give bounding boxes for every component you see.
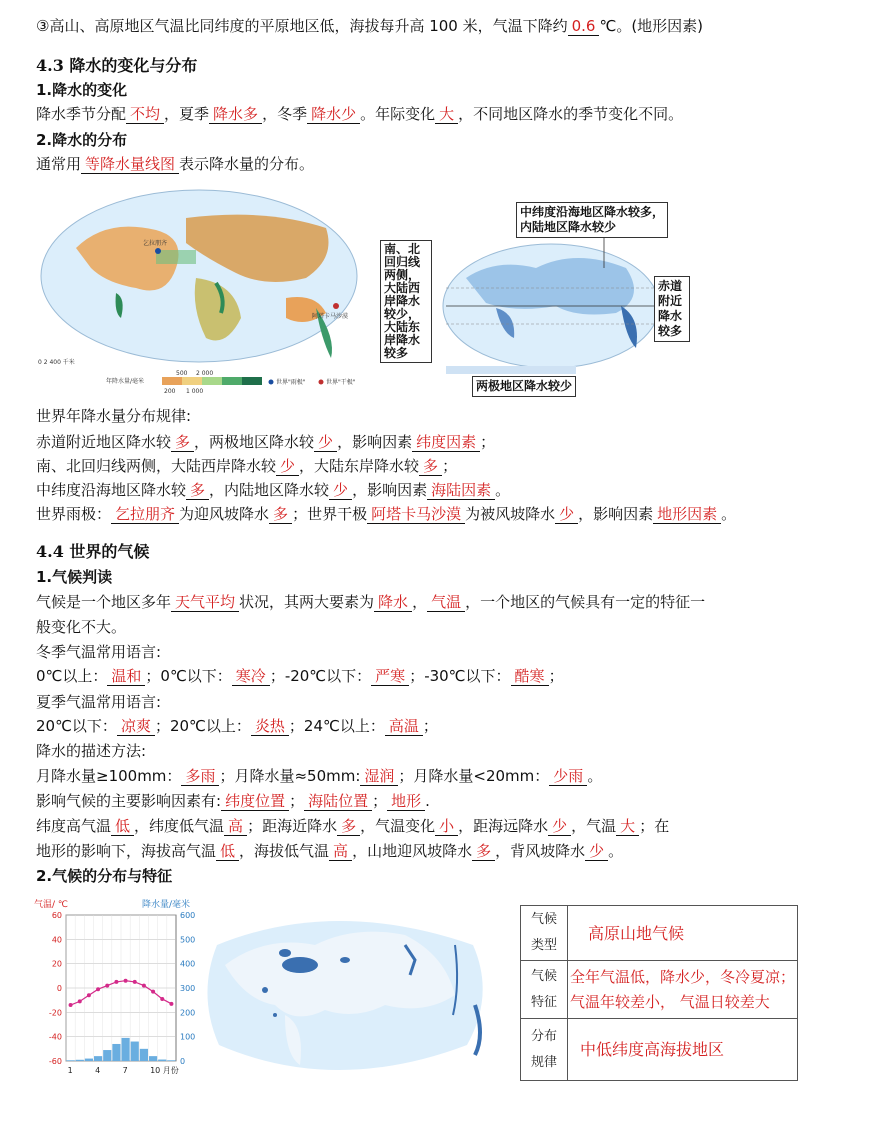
text: ，影响因素 [337,433,413,451]
text: ，夏季 [164,105,210,123]
text: ，距海远降水 [458,817,549,835]
text: ；月降水量≈50mm: [219,767,361,785]
temperature-point [169,1002,173,1006]
winter-terms-title: 冬季气温常用语言: [36,643,162,661]
answer: 降水多 [209,105,262,124]
text: ； [442,457,458,475]
answer: 纬度位置 [221,792,289,811]
x-tick-label: 10 月份 [150,1066,179,1075]
text: ，气温变化 [360,817,436,835]
text: 月降水量≥100mm： [36,767,182,785]
callout-mid-latitude: 中纬度沿海地区降水较多， 内陆地区降水较少 [516,202,668,238]
left-tick-label: 0 [56,984,62,993]
temperature-point [69,1003,73,1007]
answer: 纬度因素 [412,433,480,452]
temperature-point [105,984,109,988]
left-tick-label: -40 [48,1032,62,1042]
label-climate-type: 气候 类型 [521,906,568,961]
text: ， [412,593,428,611]
text: ，两极地区降水较 [194,433,315,451]
text: ③高山、高原地区气温比同纬度的平原地区低，海拔每升高 100 米，气温下降约 [36,17,568,35]
answer: 少 [548,817,571,836]
callout-equator: 赤道 附近 降水 较多 [654,276,690,342]
answer: 海陆因素 [427,481,495,500]
temperature-point [114,980,118,984]
answer: 不均 [126,105,164,124]
text: ，内陆地区降水较 [209,481,330,499]
legend-tick: 500 [176,370,188,377]
text: ；-20℃以下： [269,667,372,685]
climate-definition [36,592,705,612]
text: ； [289,792,305,810]
text: 地形的影响下，海拔高气温 [36,842,217,860]
text: 纬度高气温 [36,817,112,835]
precip-bar [140,1049,148,1061]
precip-bar [94,1056,102,1061]
precip-bar [167,1060,175,1061]
text: ； [548,667,564,685]
answer: 凉爽 [117,717,155,736]
precip-terms [36,766,602,786]
legend-wet: 世界"雨极" [276,379,306,386]
temperature-point [124,979,128,983]
text: 20℃以下： [36,717,117,735]
right-tick-label: 300 [180,984,196,993]
precip-bar [131,1042,139,1061]
text: ；0℃以下： [145,667,232,685]
answer: 高温 [385,717,423,736]
answer: 酷寒 [511,667,549,686]
precip-bar [158,1060,166,1061]
summer-terms-title: 夏季气温常用语言: [36,693,162,711]
precip-bar [103,1050,111,1061]
text: 。年际变化 [360,105,436,123]
precip-bar [76,1060,84,1061]
text: 世界雨极： [36,505,112,523]
right-tick-label: 100 [180,1032,196,1042]
answer: 多 [472,842,495,861]
right-tick-label: 400 [180,959,196,969]
x-tick-label: 4 [95,1066,101,1075]
legend-dry: 世界"干极" [326,379,356,386]
answer-lapse-rate: 0.6 [568,17,600,36]
answer: 地形 [387,792,425,811]
left-tick-label: 20 [51,959,62,969]
text: ，大陆东岸降水较 [299,457,420,475]
feature-line-1: 全年气温低，降水少，冬冷夏凉； [570,967,796,986]
terrain-effects [36,841,623,861]
legend-title: 年降水量/毫米 [106,378,145,385]
section-title-4-3: 4.3 降水的变化与分布 [36,56,198,75]
x-tick-label: 1 [67,1066,73,1075]
answer: 寒冷 [232,667,270,686]
text: 中纬度沿海地区降水较 [36,481,187,499]
text: ；世界干极 [292,505,368,523]
answer: 等降水量线图 [81,155,179,174]
rule-mid-latitude [36,480,510,500]
answer: 多 [269,505,292,524]
answer: 高 [329,842,352,861]
answer: 多 [337,817,360,836]
temperature-point [133,980,137,984]
text: 为被风坡降水 [465,505,556,523]
subsection-title-precip-change: 1.降水的变化 [36,81,128,99]
precipitation-maps-figure [36,188,696,400]
text: 通常用 [36,155,82,173]
place-label-wet: 乞拉朋齐 [143,240,168,247]
answer: 海陆位置 [304,792,372,811]
plateau-distribution-map [205,905,485,1085]
precip-change-line [36,104,683,124]
value-climate-type: 高原山地气候 [568,906,798,961]
left-tick-label: 40 [51,935,62,945]
rule-poles-of-rain [36,504,736,524]
answer: 少 [276,457,299,476]
section-title-4-4: 4.4 世界的气候 [36,542,150,561]
text: ，一个地区的气候具有一定的特征一 [465,593,706,611]
temperature-point [151,990,155,994]
precip-terms-title: 降水的描述方法: [36,742,147,760]
temperature-point [160,997,164,1001]
legend-tick: 200 [164,388,176,395]
temperature-point [142,984,146,988]
answer: 少 [555,505,578,524]
right-tick-label: 500 [180,935,196,945]
summer-terms [36,716,438,736]
text: 气候是一个地区多年 [36,593,172,611]
text: 影响气候的主要影响因素有: [36,792,222,810]
answer: 少雨 [549,767,587,786]
answer: 温和 [107,667,145,686]
text: ；月降水量<20mm： [398,767,550,785]
left-tick-label: 60 [51,911,62,920]
subsection-title-precip-distribution: 2.降水的分布 [36,131,128,149]
answer: 阿塔卡马沙漠 [367,505,465,524]
text: ； [480,433,496,451]
precip-bar [85,1059,93,1061]
legend-tick: 1 000 [186,388,204,395]
right-tick-label: 200 [180,1008,196,1018]
text: ； [372,792,388,810]
answer: 地形因素 [653,505,721,524]
text: 赤道附近地区降水较 [36,433,172,451]
answer: 多 [171,433,194,452]
right-axis-label: 降水量/毫米 [142,900,191,910]
temperature-point [96,987,100,991]
text: 为迎风坡降水 [179,505,270,523]
isohyet-line [36,154,314,174]
text: ，海拔低气温 [239,842,330,860]
text: ，影响因素 [352,481,428,499]
climate-factors [36,791,430,811]
text: ；在 [639,817,670,835]
text: ，冬季 [262,105,308,123]
place-label-dry: 阿塔卡马沙漠 [312,313,349,320]
precip-bar [112,1044,120,1061]
text: ；20℃以上： [154,717,251,735]
text: ，背风坡降水 [495,842,586,860]
text: 。 [721,505,737,523]
value-climate-feature [568,961,798,1019]
climate-info-table [520,905,798,1081]
callout-poles: 两极地区降水较少 [472,376,576,397]
label-distribution: 分布 规律 [521,1019,568,1081]
answer: 气温 [427,593,465,612]
right-tick-label: 0 [180,1057,186,1066]
text: ，纬度低气温 [134,817,225,835]
text: ；24℃以上： [288,717,385,735]
answer: 乞拉朋齐 [111,505,179,524]
text: ，山地迎风坡降水 [352,842,473,860]
value-distribution: 中低纬度高海拔地区 [568,1019,798,1081]
text: ℃。(地形因素) [599,17,704,35]
answer: 多 [186,481,209,500]
answer: 大 [616,817,639,836]
answer: 少 [585,842,608,861]
text: 。 [608,842,624,860]
temperature-point [78,999,82,1003]
subsection-title-climate-distribution: 2.气候的分布与特征 [36,867,173,885]
text: ； [422,717,438,735]
right-tick-label: 600 [180,911,196,920]
answer: 少 [329,481,352,500]
climate-definition-cont: 般变化不大。 [36,618,127,636]
distribution-rule-title: 世界年降水量分布规律: [36,407,192,425]
text: ，影响因素 [578,505,654,523]
text: ，气温 [571,817,617,835]
answer: 少 [314,433,337,452]
text: 降水季节分配 [36,105,127,123]
label-climate-feature: 气候 特征 [521,961,568,1019]
answer: 大 [435,105,458,124]
text: 。 [587,767,603,785]
answer: 降水 [374,593,412,612]
text: ；-30℃以下： [409,667,511,685]
answer: 降水少 [307,105,360,124]
text: 状况，其两大要素为 [239,593,375,611]
left-axis-label: 气温/ ℃ [34,900,69,910]
text: 南、北回归线两侧，大陆西岸降水较 [36,457,277,475]
text: . [425,792,430,810]
precip-bar [149,1056,157,1061]
text: 表示降水量的分布。 [179,155,315,173]
answer: 小 [435,817,458,836]
answer: 多雨 [181,767,219,786]
answer: 低 [216,842,239,861]
winter-terms [36,666,564,686]
map-scale: 0 2 400 千米 [38,359,75,366]
text: ，不同地区降水的季节变化不同。 [458,105,684,123]
legend-tick: 2 000 [196,370,214,377]
answer: 高 [224,817,247,836]
climate-chart [30,895,210,1080]
rule-equator [36,432,495,452]
left-tick-label: -60 [48,1057,62,1066]
answer: 严寒 [371,667,409,686]
precip-bar [122,1038,130,1061]
answer: 湿润 [360,767,398,786]
feature-line-2: 气温年较差小， 气温日较差大 [570,992,770,1011]
text: 0℃以上： [36,667,108,685]
temperature-point [87,993,91,997]
answer: 低 [111,817,134,836]
intro-line-altitude [36,16,703,36]
subsection-title-climate-reading: 1.气候判读 [36,568,113,586]
answer: 多 [419,457,442,476]
text: 。 [495,481,511,499]
text: ；距海近降水 [247,817,338,835]
answer: 天气平均 [171,593,239,612]
callout-tropics: 南、北 回归线 两侧， 大陆西 岸降水 较少， 大陆东 岸降水 较多 [380,240,432,363]
answer: 炎热 [251,717,289,736]
factor-effects [36,816,669,836]
rule-tropics [36,456,457,476]
precip-bar [67,1060,75,1061]
x-tick-label: 7 [122,1066,128,1075]
left-tick-label: -20 [48,1008,62,1018]
